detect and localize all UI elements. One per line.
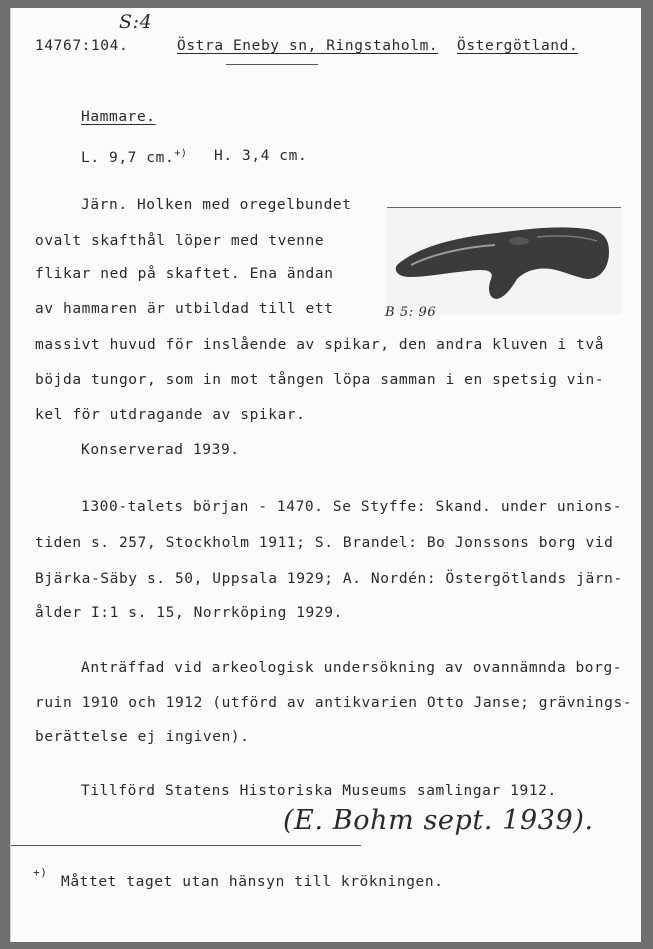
catalog-number: 14767:104. [35,38,129,54]
length-measurement: L. 9,7 cm.+) [81,148,188,166]
description-line: flikar ned på skaftet. Ena ändan [35,266,334,282]
find-note-line: ruin 1910 och 1912 (utförd av antikvarien Otto Janse; grävnings- [35,695,633,711]
object-title: Hammare. [81,109,156,125]
photo-inventory-note: B 5: 96 [385,305,437,320]
description-line: ovalt skafthål löper med tvenne [35,233,325,249]
footnote-marker: +) [33,866,48,879]
description-line: böjda tungor, som in mot tången löpa samman i en spetsig vin- [35,372,605,388]
description-line: kel för utdragande av spikar. [35,407,306,423]
reference-line: Bjärka-Säby s. 50, Uppsala 1929; A. Nordén: Östergötlands järn- [35,571,623,587]
acquisition-note: Tillförd Statens Historiska Museums samlingar 1912. [81,783,557,799]
province: Östergötland. [457,38,579,54]
reference-line: tiden s. 257, Stockholm 1911; S. Brandel: Bo Jonssons borg vid [35,535,614,551]
footnote-rule [11,845,361,846]
description-line: Järn. Holken med oregelbundet [81,197,352,213]
conservation-note: Konserverad 1939. [81,442,240,458]
find-location: Östra Eneby sn, Ringstaholm. [177,38,439,54]
reference-line: 1300-talets början - 1470. Se Styffe: Skand. under unions- [81,499,623,515]
description-line: av hammaren är utbildad till ett [35,301,334,317]
header-rule [226,64,318,65]
catalog-card [10,8,641,942]
find-note-line: berättelse ej ingiven). [35,729,250,745]
footnote-text: Måttet taget utan hänsyn till krökningen. [61,874,444,890]
hammer-photo [387,207,621,314]
shelf-mark-handwritten: S:4 [119,11,153,33]
description-line: massivt huvud för inslående av spikar, den andra kluven i två [35,337,605,353]
handwritten-signature: (E. Bohm sept. 1939). [283,805,594,836]
find-note-line: Anträffad vid arkeologisk undersökning av ovannämnda borg- [81,660,623,676]
reference-line: ålder I:1 s. 15, Norrköping 1929. [35,605,343,621]
height-measurement: H. 3,4 cm. [214,148,308,164]
